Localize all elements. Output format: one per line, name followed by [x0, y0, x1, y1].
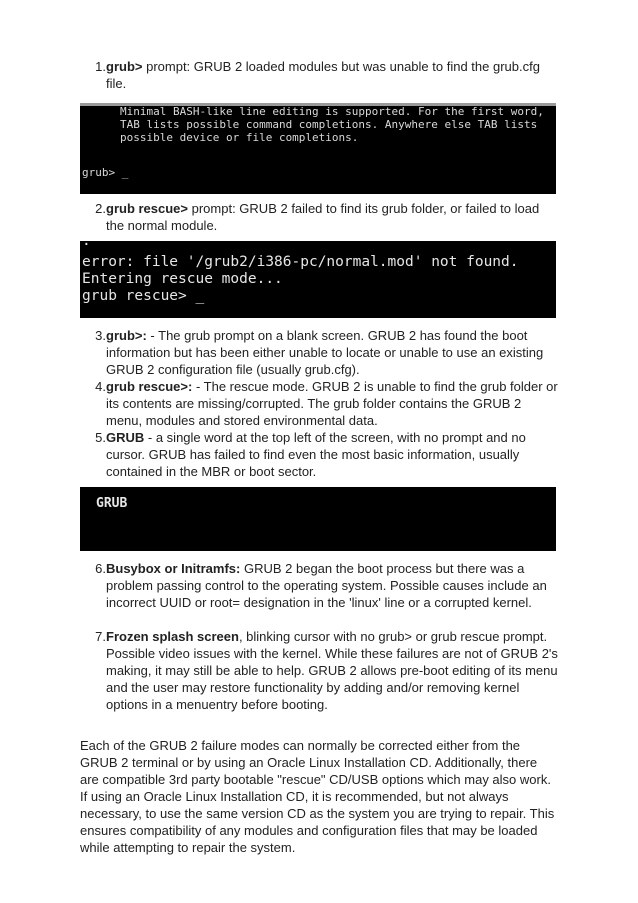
list-item-label: GRUB	[106, 430, 145, 445]
terminal-line: TAB lists possible command completions. Anywhere else TAB lists	[120, 118, 538, 131]
terminal-line: .	[82, 241, 91, 249]
list-item-text: prompt: GRUB 2 failed to find its grub folder, or failed to load the normal module.	[106, 201, 540, 233]
list-number: 4.	[95, 379, 106, 394]
grub-prompt-screenshot	[80, 103, 556, 194]
grub-rescue-screenshot	[80, 241, 556, 318]
terminal-prompt: grub> _	[82, 166, 129, 179]
list-number: 1.	[95, 59, 106, 74]
list-item-text: - The grub prompt on a blank screen. GRUB 2 has found the boot information but has been either unable to locate or unable to use an existing GRUB 2 configuration file (usually grub.cfg).	[106, 328, 544, 377]
list-item	[80, 560, 560, 611]
list-item-text: - a single word at the top left of the screen, with no prompt and no cursor. GRUB has failed to find even the most basic information, usually contained in the MBR or boot sector.	[106, 430, 526, 479]
terminal-prompt: grub rescue> _	[82, 288, 205, 304]
list-item-text: - The rescue mode. GRUB 2 is unable to find the grub folder or its contents are missing/corrupted. The grub folder contains the GRUB 2 menu, modules and stored environmental data.	[106, 379, 558, 428]
list-item	[80, 200, 560, 234]
list-item-label: Frozen splash screen	[106, 629, 239, 644]
terminal-line: possible device or file completions.	[120, 131, 359, 144]
list-item	[80, 628, 560, 713]
list-item-text: prompt: GRUB 2 loaded modules but was unable to find the grub.cfg file.	[106, 59, 540, 91]
list-number: 2.	[95, 201, 106, 216]
terminal-line: error: file '/grub2/i386-pc/normal.mod' not found.	[82, 254, 519, 270]
terminal-line: GRUB	[96, 496, 128, 511]
list-item	[80, 429, 560, 480]
body-paragraph: Each of the GRUB 2 failure modes can normally be corrected either from the GRUB 2 terminal or by using an Oracle Linux Installation CD. Additionally, there are compatible 3rd party bootable "rescue" CD/USB options which may also work. If using an Oracle Linux Installation CD, it is recommended, but not always necessary, to use the same version CD as the system you are trying to repair. This ensures compatibility of any modules and configuration files that may be loaded while attempting to repair the system.	[80, 738, 555, 855]
list-item-label: grub rescue>:	[106, 379, 193, 394]
list-number: 5.	[95, 430, 106, 445]
list-item-label: grub>	[106, 59, 143, 74]
terminal-line: Minimal BASH-like line editing is supported. For the first word,	[120, 105, 544, 118]
grub-word-screenshot	[80, 487, 556, 551]
list-item	[80, 378, 560, 429]
list-item	[80, 327, 560, 378]
list-number: 7.	[95, 629, 106, 644]
terminal-line: Entering rescue mode...	[82, 271, 283, 287]
list-item-text: , blinking cursor with no grub> or grub rescue prompt. Possible video issues with the kernel. While these failures are not of GRUB 2's making, it may still be able to help. GRUB 2 allows pre-boot editing of its menu and the user may restore functionality by adding and/or removing kernel options in a menuentry before booting.	[106, 629, 558, 712]
list-item-label: grub>:	[106, 328, 147, 343]
list-number: 6.	[95, 561, 106, 576]
list-item	[80, 58, 560, 92]
list-item-label: Busybox or Initramfs:	[106, 561, 241, 576]
list-item-label: grub rescue>	[106, 201, 189, 216]
list-number: 3.	[95, 328, 106, 343]
list-item-text: GRUB 2 began the boot process but there was a problem passing control to the operating system. Possible causes include an incorrect UUID or root= designation in the 'linux' line or a corrupted kernel.	[106, 561, 547, 610]
